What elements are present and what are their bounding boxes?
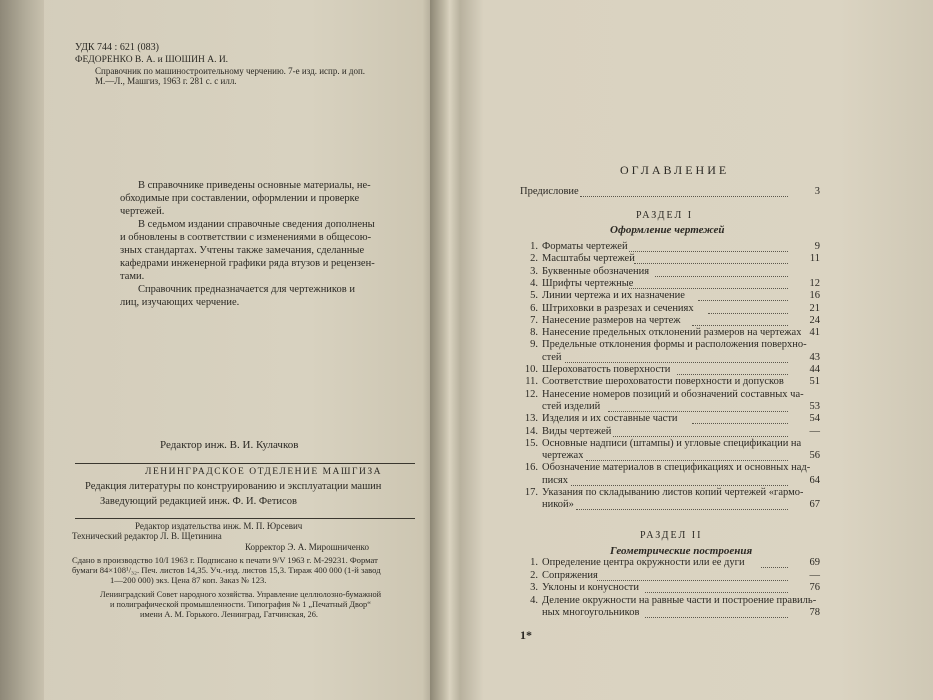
toc-item-title-cont: писях	[542, 474, 568, 486]
toc-item-page: 16	[809, 290, 820, 302]
left-text-line: тами.	[120, 271, 145, 282]
dot-leader	[580, 195, 788, 197]
toc-item-page: 69	[809, 557, 820, 568]
toc-item-page: 41	[809, 327, 820, 339]
toc-item-number: 9.	[530, 339, 538, 351]
toc-item-continuation	[520, 450, 820, 462]
dot-leader	[692, 422, 788, 424]
dot-leader	[692, 324, 788, 326]
toc-item-number: 5.	[530, 290, 538, 302]
toc-item-page: 24	[809, 314, 820, 326]
toc-item-title-cont: стей	[542, 351, 562, 363]
toc-item	[520, 253, 820, 265]
toc-item-title: Нанесение номеров позиций и обозначений составных ча-	[542, 388, 804, 400]
toc-item-continuation	[520, 607, 820, 619]
toc-item-number: 6.	[530, 302, 538, 314]
toc-item-number: 15.	[524, 437, 538, 449]
toc-item	[520, 241, 820, 253]
left-text-line: В седьмом издании справочные сведения дополнены	[138, 219, 375, 230]
dot-leader	[608, 410, 788, 412]
left-text-line: М.—Л., Машгиз, 1963 г. 281 с. с илл.	[95, 76, 237, 86]
toc-item-title: Обозначение материалов в спецификациях и основных над-	[542, 462, 811, 474]
toc-item-title: Шрифты чертежные	[542, 277, 634, 289]
toc-item-page: 21	[809, 302, 820, 314]
toc-item-title: Виды чертежей	[542, 425, 612, 437]
left-text-line: лиц, изучающих черчение.	[120, 297, 240, 308]
toc-item-page: 43	[809, 351, 820, 363]
toc-item-page: 67	[809, 499, 820, 511]
left-text-line: чертежей.	[120, 206, 165, 217]
dot-leader	[645, 591, 788, 593]
publisher-rule-bottom	[75, 518, 415, 519]
signature-mark: 1*	[520, 628, 532, 642]
left-text-line: Технический редактор Л. В. Щетинина	[72, 531, 222, 541]
dot-leader	[634, 262, 788, 264]
left-text-line: ЛЕНИНГРАДСКОЕ ОТДЕЛЕНИЕ МАШГИЗА	[145, 467, 382, 477]
toc-heading: ОГЛАВЛЕНИЕ	[620, 163, 730, 177]
left-text-line: кафедрами инженерной графики ряда втузов и рецензен-	[120, 258, 375, 269]
toc-item-title-cont: стей изделий	[542, 400, 601, 412]
toc-item-title: Нанесение размеров на чертеж	[542, 314, 681, 326]
toc-item-title: Основные надписи (штампы) и угловые спецификации на	[542, 437, 802, 449]
dot-leader	[613, 435, 788, 437]
toc-item-number: 1.	[530, 557, 538, 568]
left-text-line: Справочник по машиностроительному черчению. 7-е изд. испр. и доп.	[95, 66, 366, 76]
left-text-line: Корректор Э. А. Мирошниченко	[245, 542, 369, 552]
left-text-line: В справочнике приведены основные материалы, не-	[138, 180, 371, 191]
dot-leader	[677, 373, 789, 375]
toc-item	[520, 595, 816, 607]
toc-item	[520, 376, 820, 388]
toc-item-number: 16.	[524, 462, 538, 474]
dot-leader	[629, 250, 788, 252]
dot-leader	[586, 459, 788, 461]
toc-item-number: 2.	[530, 253, 538, 265]
left-text-line: и обновлены в соответствии с изменениями в общесою-	[120, 232, 372, 243]
toc-item-title: Буквенные обозначения	[542, 265, 650, 277]
toc-item-page: 78	[809, 607, 820, 618]
toc-item-title: Штриховки в разрезах и сечениях	[542, 302, 694, 314]
toc-item	[520, 364, 820, 376]
toc-item-page: 53	[809, 400, 820, 412]
toc-item	[520, 413, 820, 425]
toc-item-title: Линии чертежа и их назначение	[542, 290, 685, 302]
section2-label: РАЗДЕЛ II	[640, 530, 703, 541]
toc-item	[520, 290, 820, 302]
toc-item-number: 17.	[524, 487, 538, 498]
toc-item-title-cont: ных многоугольников	[542, 607, 640, 618]
toc-item-page: 44	[809, 364, 820, 375]
left-text-line: Сдано в производство 10/I 1963 г. Подписано к печати 9/V 1963 г. М-29231. Формат	[72, 555, 378, 565]
toc-item-title: Форматы чертежей	[542, 241, 628, 252]
toc-item	[520, 569, 820, 582]
publisher-rule-top	[75, 463, 415, 464]
left-text-line: УДК 744 : 621 (083)	[75, 42, 159, 53]
toc-item-title: Определение центра окружности или ее дуги	[542, 557, 745, 568]
toc-item-number: 1.	[530, 241, 538, 252]
dot-leader	[761, 566, 788, 568]
left-text-line: бумаги 84×108¹/₃₂. Печ. листов 14,35. Уч.-изд. листов 15,3. Тираж 400 000 (1-й завод	[72, 565, 381, 575]
toc-item-page: —	[809, 425, 820, 437]
toc-item-number: 14.	[524, 425, 538, 437]
toc-item-continuation	[520, 499, 820, 511]
section1-label: РАЗДЕЛ I	[636, 210, 694, 221]
toc-item-title: Предельные отклонения формы и расположения поверхно-	[542, 339, 807, 351]
left-text-line: Справочник предназначается для чертежников и	[138, 284, 355, 295]
toc-item-number: 11.	[525, 376, 538, 388]
toc-item-page: —	[809, 569, 820, 581]
toc-item-page: 12	[809, 277, 820, 289]
toc-item	[520, 582, 820, 594]
toc-item-title: Изделия и их составные части	[542, 413, 678, 425]
left-text-line: 1—200 000) экз. Цена 87 коп. Заказ № 123.	[110, 575, 267, 585]
section2-title: Геометрические построения	[610, 545, 753, 557]
toc-item	[520, 425, 820, 438]
left-text-line: Редактор издательства инж. М. П. Юрсевич	[135, 521, 303, 531]
toc-item-title-cont: чертежах	[542, 450, 584, 462]
toc-item-number: 4.	[530, 277, 538, 289]
toc-item	[520, 302, 820, 315]
toc-preface	[520, 186, 820, 198]
toc-item-continuation	[520, 400, 820, 413]
left-text-line: Редакция литературы по конструированию и эксплуатации машин	[85, 481, 382, 492]
toc-item-title: Соответствие шероховатости поверхности и допусков	[542, 376, 784, 388]
toc-item-number: 13.	[524, 413, 538, 425]
dot-leader	[698, 299, 788, 301]
dot-leader	[655, 275, 788, 277]
toc-item-continuation	[520, 474, 820, 487]
toc-item-continuation	[520, 351, 820, 364]
toc-item	[520, 557, 820, 569]
preface-title: Предисловие	[520, 186, 579, 197]
toc-item-page: 76	[809, 582, 820, 593]
toc-item	[520, 438, 816, 450]
toc-item-title: Масштабы чертежей	[542, 253, 635, 265]
left-text-line: обходимые при составлении, оформлении и проверке	[120, 193, 360, 204]
dot-leader	[645, 616, 788, 618]
toc-item-page: 56	[809, 450, 820, 462]
dot-leader	[597, 579, 788, 581]
toc-item-title: Деление окружности на равные части и построение правиль-	[542, 594, 817, 606]
left-text-line: имени А. М. Горького. Ленинград, Гатчинская, 26.	[140, 610, 318, 619]
toc-item-title: Уклоны и конусности	[542, 582, 639, 593]
toc-item	[520, 462, 816, 474]
toc-item	[520, 327, 820, 339]
toc-item-page: 51	[809, 376, 820, 388]
toc-item-title: Сопряжения	[542, 569, 598, 581]
toc-item-number: 10.	[524, 364, 538, 375]
left-text-line: и полиграфической промышленности. Типография № 1 „Печатный Двор“	[110, 600, 371, 609]
cover-edge	[0, 0, 44, 700]
section1-title: Оформление чертежей	[610, 224, 725, 236]
toc-item	[520, 389, 816, 401]
toc-item-number: 3.	[530, 582, 538, 593]
left-text-line: зных стандартах. Учтены также замечания, сделанные	[120, 245, 365, 256]
toc-item-title: Нанесение предельных отклонений размеров на чертежах	[542, 327, 802, 339]
toc-item-number: 7.	[530, 314, 538, 326]
toc-item	[520, 266, 816, 278]
toc-item-page: 54	[809, 413, 820, 425]
dot-leader	[565, 361, 788, 363]
toc-item-number: 2.	[530, 569, 538, 581]
dot-leader	[576, 508, 788, 510]
preface-page: 3	[814, 186, 820, 197]
toc-item-title-cont: никой»	[542, 499, 574, 511]
toc-item-number: 4.	[530, 594, 538, 606]
toc-item-page: 64	[809, 474, 820, 486]
dot-leader	[708, 312, 788, 314]
toc-item-page: 11	[809, 253, 820, 265]
toc-item	[520, 277, 820, 290]
toc-item-number: 12.	[524, 388, 538, 400]
toc-item	[520, 487, 816, 499]
toc-item-title: Указания по складыванию листов копий чертежей «гармо-	[542, 487, 804, 498]
dot-leader	[571, 484, 789, 486]
toc-item-page: 9	[814, 241, 820, 252]
toc-item-number: 3.	[530, 265, 538, 277]
toc-item	[520, 314, 820, 327]
left-text-line: Заведующий редакцией инж. Ф. И. Фетисов	[100, 496, 297, 507]
left-text-line: ФЕДОРЕНКО В. А. и ШОШИН А. И.	[75, 55, 229, 65]
left-text-line: Редактор инж. В. И. Кулачков	[160, 439, 299, 451]
toc-item-number: 8.	[530, 327, 538, 339]
left-text-line: Ленинградский Совет народного хозяйства. Управление целлюлозно-бумажной	[100, 590, 382, 599]
dot-leader	[629, 287, 788, 289]
toc-item	[520, 339, 816, 351]
toc-item-title: Шероховатость поверхности	[542, 364, 671, 375]
